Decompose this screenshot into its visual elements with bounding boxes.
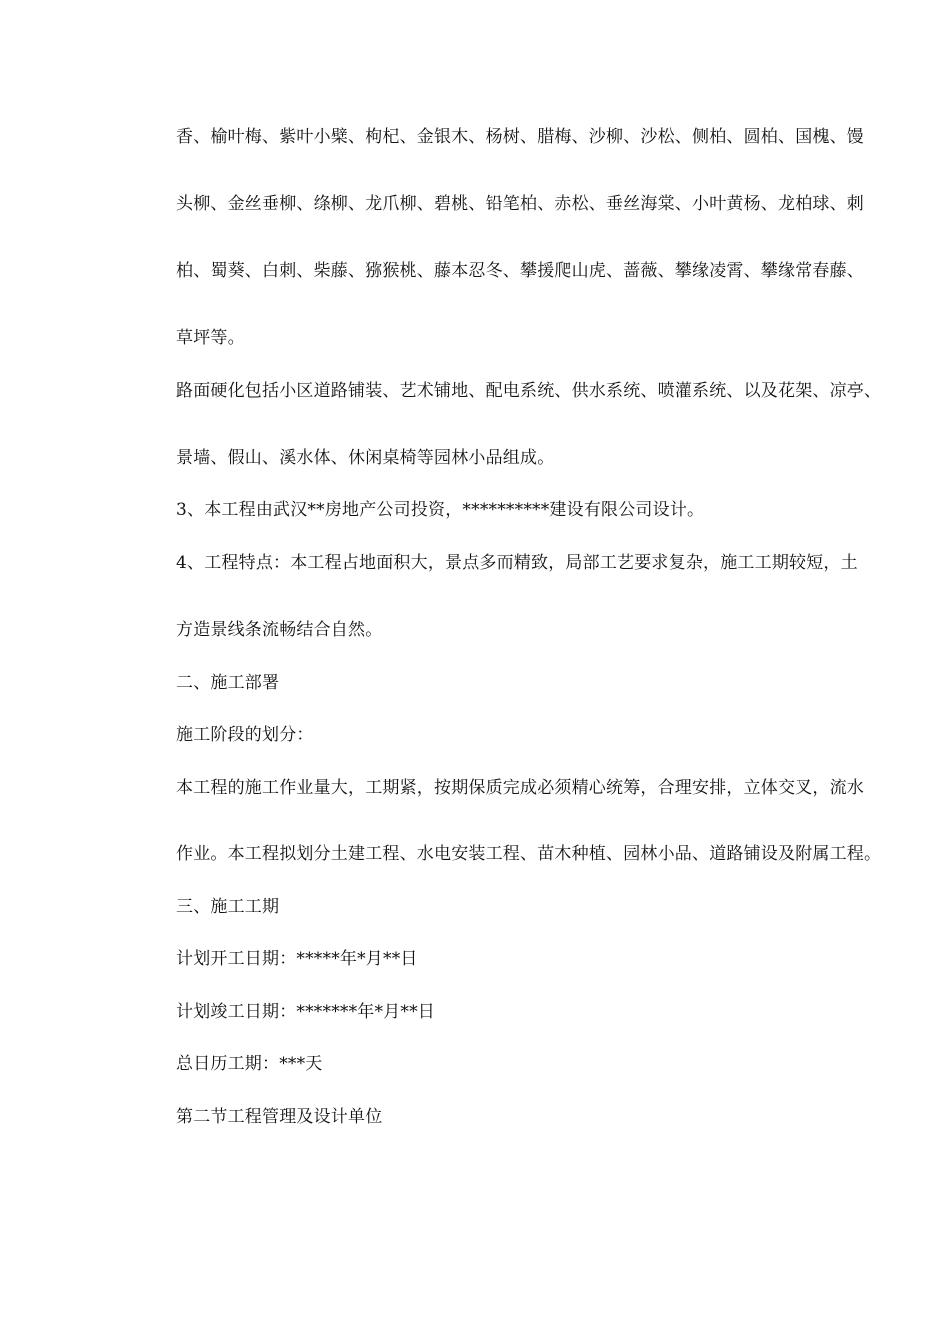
text-line: 柏、蜀葵、白刺、柴藤、猕猴桃、藤本忍冬、攀援爬山虎、蔷薇、攀缘凌霄、攀缘常春藤、 — [176, 261, 864, 281]
text-line: 计划开工日期：*****年*月**日 — [176, 949, 418, 969]
text-line: 景墙、假山、溪水体、休闲桌椅等园林小品组成。 — [176, 448, 555, 468]
text-line: 方造景线条流畅结合自然。 — [176, 620, 383, 640]
section-heading: 第二节工程管理及设计单位 — [176, 1107, 383, 1127]
text-line: 本工程的施工作业量大，工期紧，按期保质完成必须精心统筹，合理安排，立体交叉，流水 — [176, 778, 864, 798]
text-line: 总日历工期：***天 — [176, 1054, 323, 1074]
text-line: 头柳、金丝垂柳、绦柳、龙爪柳、碧桃、铅笔柏、赤松、垂丝海棠、小叶黄杨、龙柏球、刺 — [176, 194, 864, 214]
text-line: 3、本工程由武汉**房地产公司投资，**********建设有限公司设计。 — [176, 500, 705, 520]
text-line: 草坪等。 — [176, 328, 245, 348]
section-heading: 三、施工工期 — [176, 897, 280, 917]
text-line: 路面硬化包括小区道路铺装、艺术铺地、配电系统、供水系统、喷灌系统、以及花架、凉亭、 — [176, 381, 882, 401]
text-line: 施工阶段的划分： — [176, 725, 314, 745]
text-line: 作业。本工程拟划分土建工程、水电安装工程、苗木种植、园林小品、道路铺设及附属工程。 — [176, 844, 882, 864]
section-heading: 二、施工部署 — [176, 673, 280, 693]
text-line: 计划竣工日期：*******年*月**日 — [176, 1002, 435, 1022]
text-line: 4、工程特点：本工程占地面积大，景点多而精致，局部工艺要求复杂，施工工期较短，土 — [176, 553, 858, 573]
text-line: 香、榆叶梅、紫叶小檗、枸杞、金银木、杨树、腊梅、沙柳、沙松、侧柏、圆柏、国槐、馒 — [176, 127, 864, 147]
